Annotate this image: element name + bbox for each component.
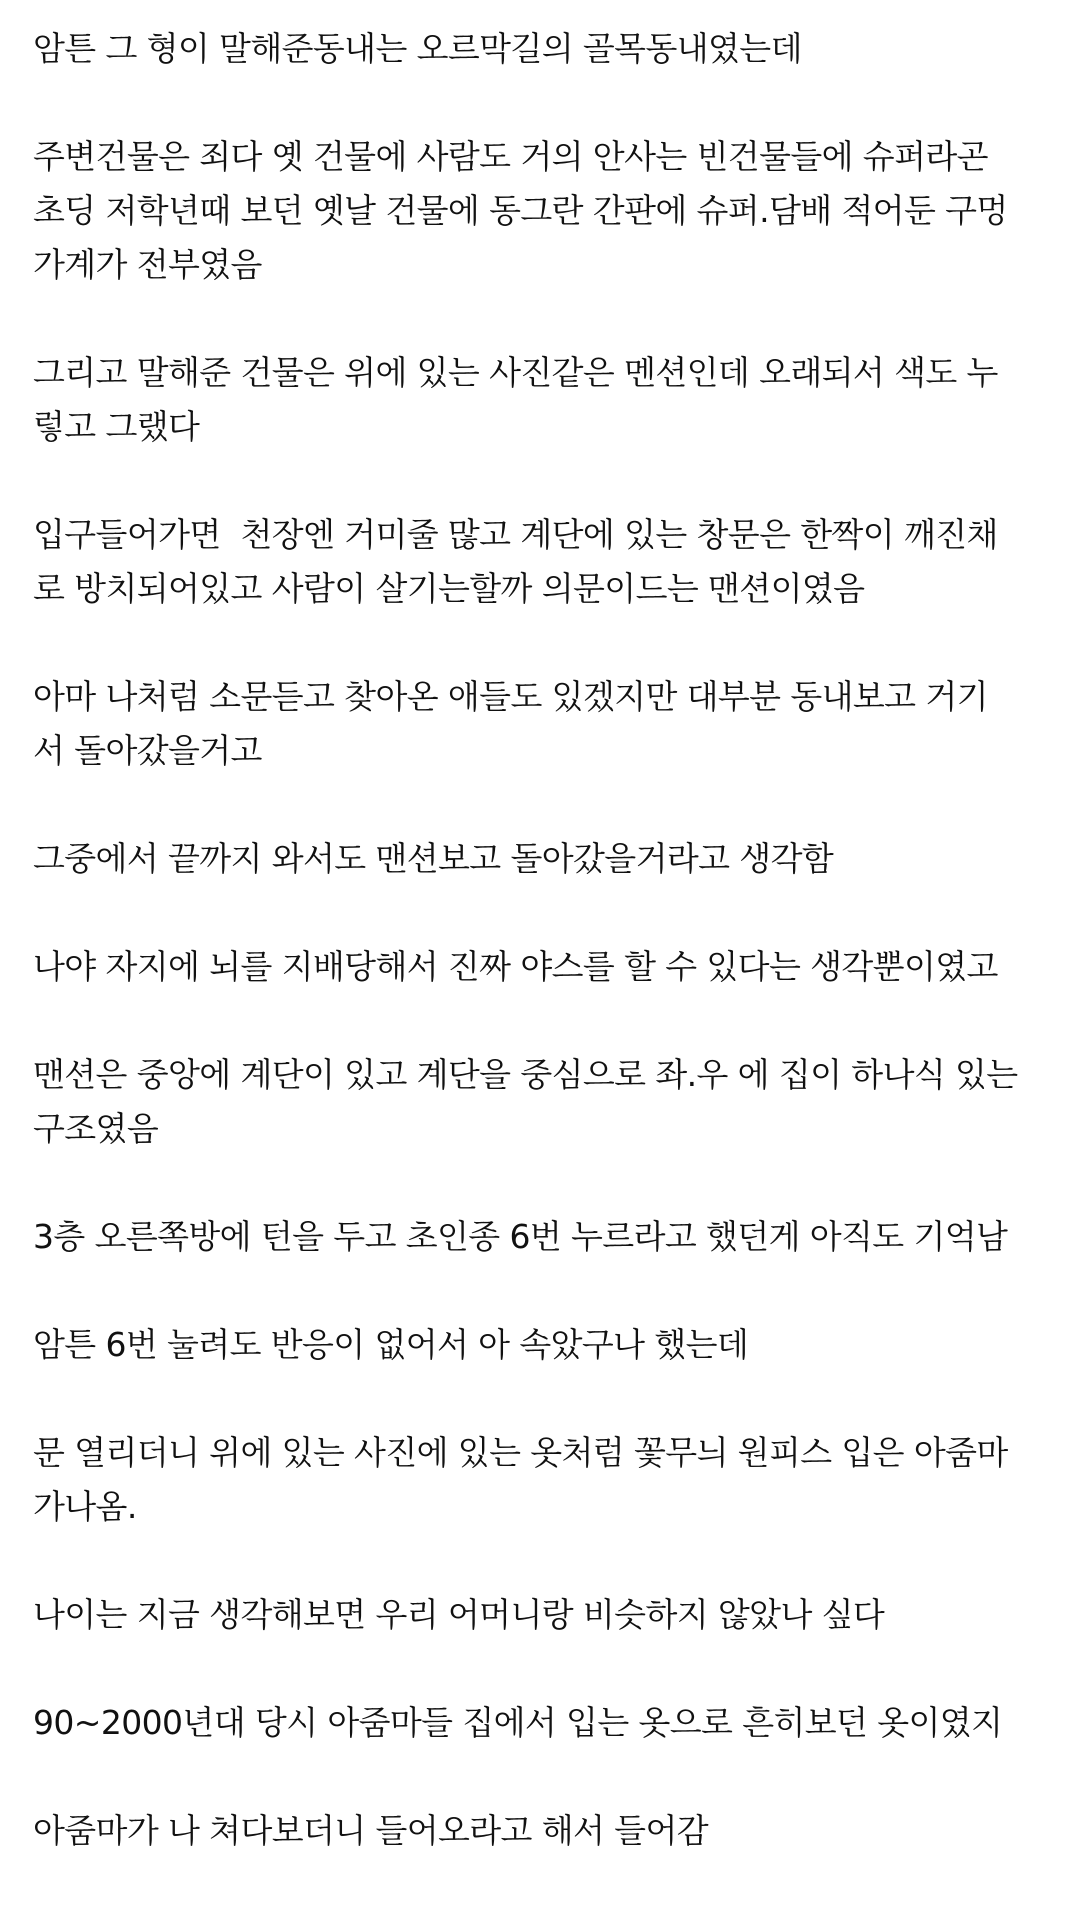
text-line: 가계가 전부였음: [33, 245, 262, 284]
text-line: 주변건물은 죄다 옛 건물에 사람도 거의 안사는 빈건물들에 슈퍼라곤: [33, 137, 988, 176]
text-line: 3층 오른쪽방에 턴을 두고 초인종 6번 누르라고 했던게 아직도 기억남: [33, 1217, 1008, 1256]
text-line: 입구들어가면 천장엔 거미줄 많고 계단에 있는 창문은 한짝이 깨진채: [33, 515, 998, 554]
text-line: 그중에서 끝까지 와서도 맨션보고 돌아갔을거라고 생각함: [33, 839, 834, 878]
paragraph: [33, 130, 1063, 292]
text-line: 로 방치되어있고 사람이 살기는할까 의문이드는 맨션이였음: [33, 569, 865, 608]
text-line: 암튼 6번 눌려도 반응이 없어서 아 속았구나 했는데: [33, 1325, 749, 1364]
text-line: 렇고 그랬다: [33, 407, 200, 446]
paragraph: [33, 1318, 1063, 1372]
paragraph: [33, 508, 1063, 616]
paragraph: [33, 346, 1063, 454]
paragraph: [33, 1696, 1063, 1750]
text-line: 가나옴.: [33, 1487, 137, 1526]
text-line: 맨션은 중앙에 계단이 있고 계단을 중심으로 좌.우 에 집이 하나식 있는: [33, 1055, 1018, 1094]
paragraph: [33, 1210, 1063, 1264]
text-line: 문 열리더니 위에 있는 사진에 있는 옷처럼 꽃무늬 원피스 입은 아줌마: [33, 1433, 1008, 1472]
text-line: 나이는 지금 생각해보면 우리 어머니랑 비슷하지 않았나 싶다: [33, 1595, 885, 1634]
text-line: 90~2000년대 당시 아줌마들 집에서 입는 옷으로 흔히보던 옷이였지: [33, 1703, 1003, 1742]
text-line: 아줌마가 나 쳐다보더니 들어오라고 해서 들어감: [33, 1811, 709, 1850]
text-line: 구조였음: [33, 1109, 159, 1148]
paragraph: [33, 670, 1063, 778]
paragraph: [33, 1804, 1063, 1858]
paragraph: [33, 1426, 1063, 1534]
paragraph: [33, 1048, 1063, 1156]
text-line: 암튼 그 형이 말해준동내는 오르막길의 골목동내였는데: [33, 29, 802, 68]
text-line: 초딩 저학년때 보던 옛날 건물에 동그란 간판에 슈퍼.담배 적어둔 구멍: [33, 191, 1008, 230]
paragraph: [33, 832, 1063, 886]
paragraph: [33, 22, 1063, 76]
paragraph: [33, 1588, 1063, 1642]
text-line: 그리고 말해준 건물은 위에 있는 사진같은 멘션인데 오래되서 색도 누: [33, 353, 998, 392]
text-line: 나야 자지에 뇌를 지배당해서 진짜 야스를 할 수 있다는 생각뿐이였고: [33, 947, 998, 986]
text-line: 아마 나처럼 소문듣고 찾아온 애들도 있겠지만 대부분 동내보고 거기: [33, 677, 988, 716]
article-body: [33, 22, 1063, 1912]
paragraph: [33, 940, 1063, 994]
text-line: 서 돌아갔을거고: [33, 731, 262, 770]
